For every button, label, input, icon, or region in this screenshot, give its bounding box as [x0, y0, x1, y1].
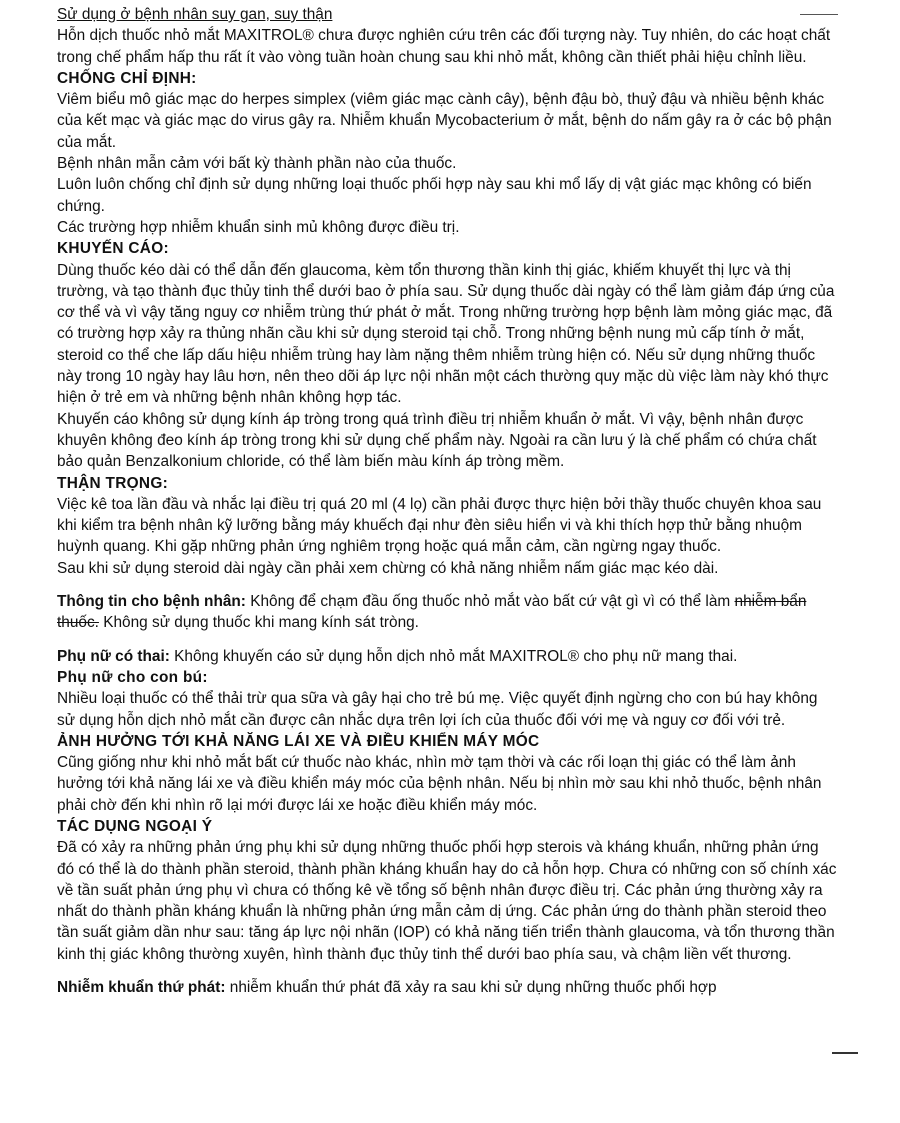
patient-info-text: Không sử dụng thuốc khi mang kính sát tròng.: [98, 614, 419, 632]
scan-artifact: [832, 1052, 858, 1054]
patient-info-lead: Thông tin cho bệnh nhân:: [57, 593, 246, 611]
side-effects-heading: TÁC DỤNG NGOẠI Ý: [57, 817, 213, 835]
lactation-text: Nhiều loại thuốc có thể thải trừ qua sữa và gây hại cho trẻ bú mẹ. Việc quyết định ngừng cho con bú hay không sử dụng hỗn dịch nhỏ mắt cần được cân nhắc dựa trên lợi ích của thuốc đối với mẹ và nguy cơ đối với trẻ.: [57, 690, 818, 729]
precautions-paragraph: Sau khi sử dụng steroid dài ngày cần phải xem chừng có khả năng nhiễm nấm giác mạc kéo dài.: [57, 559, 719, 577]
pregnancy-paragraph: [57, 646, 837, 667]
driving-heading: ẢNH HƯỞNG TỚI KHẢ NĂNG LÁI XE VÀ ĐIỀU KHIỂN MÁY MÓC: [57, 732, 540, 750]
scan-artifact: [800, 14, 838, 15]
pregnancy-lead: Phụ nữ có thai:: [57, 647, 170, 665]
precautions-paragraph: Việc kê toa lần đầu và nhắc lại điều trị quá 20 ml (4 lọ) cần phải được thực hiện bởi thầy thuốc chuyên khoa sau khi kiểm tra bệnh nhân kỹ lưỡng bằng máy khuếch đại như đèn siêu hiển vi và khi thích hợp thử bằng nhuộm huỳnh quang. Khi gặp những phản ứng nghiêm trọng hoặc quá mẫn cảm, cần ngừng ngay thuốc.: [57, 495, 822, 556]
warnings-paragraph: Khuyến cáo không sử dụng kính áp tròng trong quá trình điều trị nhiễm khuẩn ở mắt. Vì vậy, bệnh nhân được khuyên không đeo kính áp tròng trong khi sử dụng chế phẩm này. Ngoài ra cần lưu ý là chế phẩm có chứa chất bảo quản Benzalkonium chloride, có thể làm biến màu kính áp tròng mềm.: [57, 410, 817, 471]
warnings-heading: KHUYẾN CÁO:: [57, 240, 169, 258]
document-page: [57, 4, 837, 996]
pregnancy-text: Không khuyến cáo sử dụng hỗn dịch nhỏ mắt MAXITROL® cho phụ nữ mang thai.: [169, 647, 738, 665]
intro-text: Hỗn dịch thuốc nhỏ mắt MAXITROL® chưa được nghiên cứu trên các đối tượng này. Tuy nhiên, do các hoạt chất trong chế phẩm hấp thu rất ít vào vòng tuần hoàn chung sau khi nhỏ mắt, không cần thiết phải hiệu chỉnh liều.: [57, 27, 831, 66]
patient-info-text: Không để chạm đầu ống thuốc nhỏ mắt vào bất cứ vật gì vì có thể làm: [245, 593, 735, 611]
patient-info-paragraph: [57, 591, 837, 634]
lactation-heading: Phụ nữ cho con bú:: [57, 668, 208, 686]
secondary-infection-lead: Nhiễm khuẩn thứ phát:: [57, 979, 226, 997]
precautions-heading: THẬN TRỌNG:: [57, 474, 169, 492]
contraindications-paragraph: Bệnh nhân mẫn cảm với bất kỳ thành phần nào của thuốc.: [57, 155, 457, 173]
contraindications-paragraph: Viêm biểu mô giác mạc do herpes simplex (viêm giác mạc cành cây), bệnh đậu bò, thuỷ đậu và nhiều bệnh khác của kết mạc và giác mạc do virus gây ra. Nhiễm khuẩn Mycobacterium ở mắt, bệnh do nấm gây ra ở các bộ phận của mắt.: [57, 91, 832, 151]
contraindications-paragraph: Luôn luôn chống chỉ định sử dụng những loại thuốc phối hợp này sau khi mổ lấy dị vật giác mạc không có biến chứng.: [57, 176, 812, 215]
contraindications-heading: CHỐNG CHỈ ĐỊNH:: [57, 69, 197, 87]
side-effects-text: Đã có xảy ra những phản ứng phụ khi sử dụng những thuốc phối hợp sterois và kháng khuẩn, những phản ứng đó có thể là do thành phần steroid, thành phần kháng khuẩn hay do cả hỗn hợp. Chưa có những con số chính xác về tần suất phản ứng phụ vì chưa có thống kê về tổng số bệnh nhân được điều trị. Các phản ứng thường xảy ra nhất do thành phần kháng khuẩn là những phản ứng mẫn cảm dị ứng. Các phản ứng do thành phần steroid theo tần suất giảm dần như sau: tăng áp lực nội nhãn (IOP) có khả năng tiến triển thành glaucoma, và tổn thương thần kinh thị giác không thường xuyên, hình thành đục thủy tinh thể dưới bao phía sau, và chậm liền vết thương.: [57, 839, 837, 963]
driving-text: Cũng giống như khi nhỏ mắt bất cứ thuốc nào khác, nhìn mờ tạm thời và các rối loạn thị giác có thể làm ảnh hưởng tới khả năng lái xe và điều khiển máy móc của bệnh nhân. Nếu bị nhìn mờ sau khi nhỏ thuốc, bệnh nhân phải chờ đến khi nhìn rõ lại mới được lái xe hoặc điều khiển máy móc.: [57, 754, 822, 814]
intro-heading: Sử dụng ở bệnh nhân suy gan, suy thận: [57, 6, 333, 23]
secondary-infection-text: nhiễm khuẩn thứ phát đã xảy ra sau khi sử dụng những thuốc phối hợp: [225, 979, 717, 997]
warnings-paragraph: Dùng thuốc kéo dài có thể dẫn đến glaucoma, kèm tổn thương thần kinh thị giác, khiếm khuyết thị lực và thị trường, và tạo thành đục thủy tinh thể dưới bao ở phía sau. Sử dụng thuốc dài ngày có thể làm giảm đáp ứng của cơ thể và vì vậy tăng nguy cơ nhiễm trùng thứ phát ở mắt. Trong những trường hợp bệnh làm mỏng giác mạc, đã có trường hợp xảy ra thủng nhãn cầu khi sử dụng steroid tại chỗ. Trong những bệnh nung mủ cấp tính ở mắt, steroid co thể che lấp dấu hiệu nhiễm trùng hay làm nặng thêm nhiễm trùng hiện có. Nếu sử dụng những thuốc này trong 10 ngày hay lâu hơn, nên theo dõi áp lực nội nhãn một cách thường quy mặc dù việc làm này khó thực hiện ở trẻ em và những bệnh nhân không hợp tác.: [57, 261, 835, 407]
patient-info-struck-text: nhiễm bẩn thuốc.: [57, 593, 807, 632]
contraindications-paragraph: Các trường hợp nhiễm khuẩn sinh mủ không được điều trị.: [57, 218, 460, 236]
secondary-infection-paragraph: [57, 977, 837, 996]
